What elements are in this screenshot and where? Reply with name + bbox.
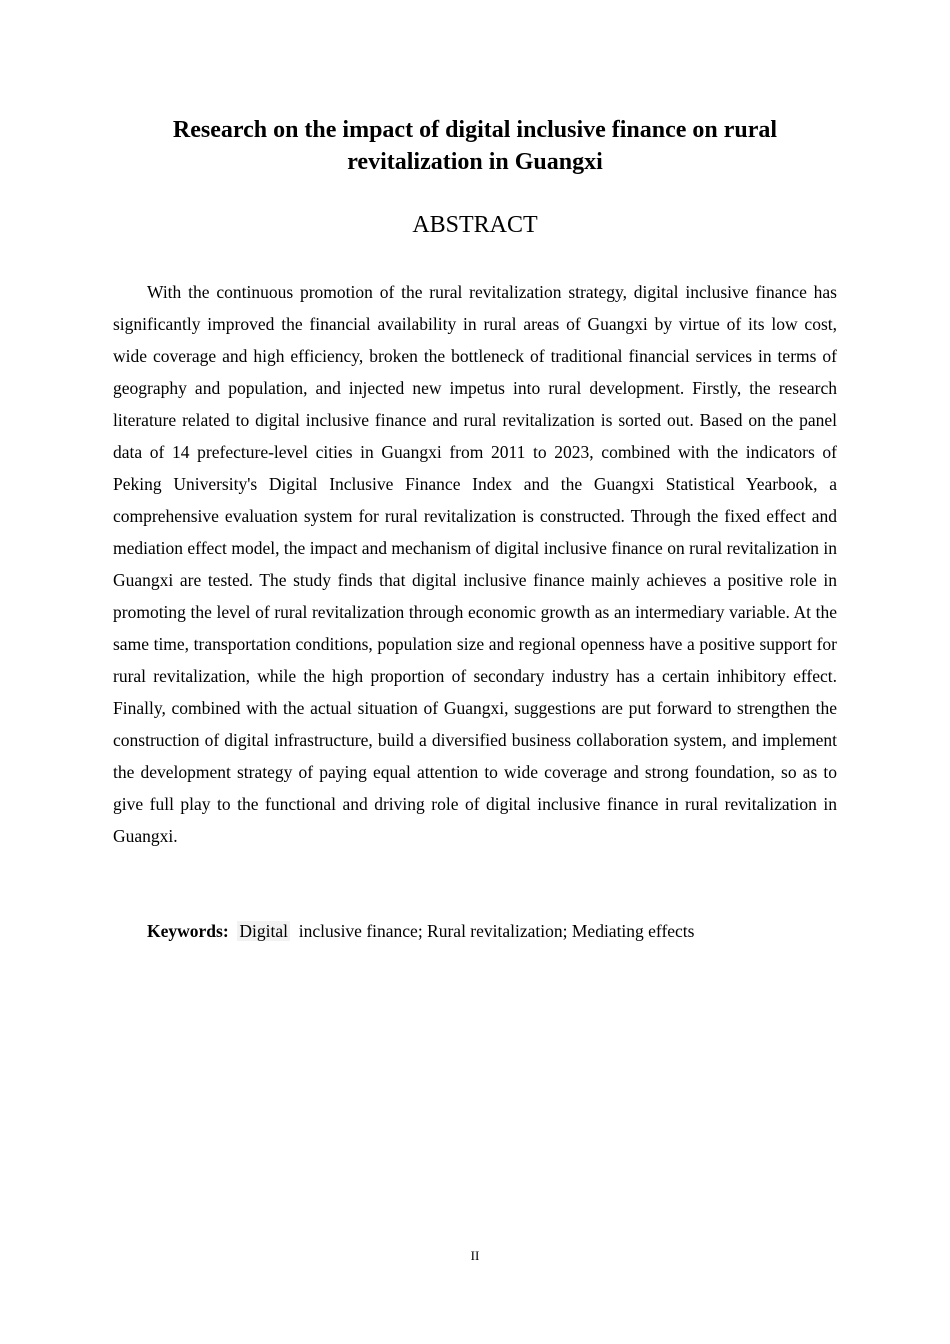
abstract-heading: ABSTRACT	[412, 212, 538, 238]
keywords-list: inclusive finance; Rural revitalization; Mediating effects	[298, 921, 695, 941]
document-title: Research on the impact of digital inclusive finance on rural revitalization in Guangxi	[172, 117, 778, 175]
abstract-body: With the continuous promotion of the rural revitalization strategy, digital inclusive finance has significantly improved the financial availability in rural areas of Guangxi by virtue of its low cost, wide coverage and high efficiency, broken the bottleneck of traditional financial services in terms of geography and population, and injected new impetus into rural development. Firstly, the research literature related to digital inclusive finance and rural revitalization is sorted out. Based on the panel data of 14 prefecture-level cities in Guangxi from 2011 to 2023, combined with the indicators of Peking University's Digital Inclusive Finance Index and the Guangxi Statistical Yearbook, a comprehensive evaluation system for rural revitalization is constructed. Through the fixed effect and mediation effect model, the impact and mechanism of digital inclusive finance on rural revitalization in Guangxi are tested. The study finds that digital inclusive finance mainly achieves a positive role in promoting the level of rural revitalization through economic growth as an intermediary variable. At the same time, transportation conditions, population size and regional openness have a positive support for rural revitalization, while the high proportion of secondary industry has a certain inhibitory effect. Finally, combined with the actual situation of Guangxi, suggestions are put forward to strengthen the construction of digital infrastructure, build a diversified business collaboration system, and implement the development strategy of paying equal attention to wide coverage and strong foundation, so as to give full play to the functional and driving role of digital inclusive finance in rural revitalization in Guangxi.	[113, 282, 837, 846]
keywords-line	[147, 915, 694, 947]
page-number: II	[470, 1248, 480, 1263]
keyword-highlighted-term: Digital	[239, 921, 289, 941]
keywords-label: Keywords:	[147, 921, 229, 941]
